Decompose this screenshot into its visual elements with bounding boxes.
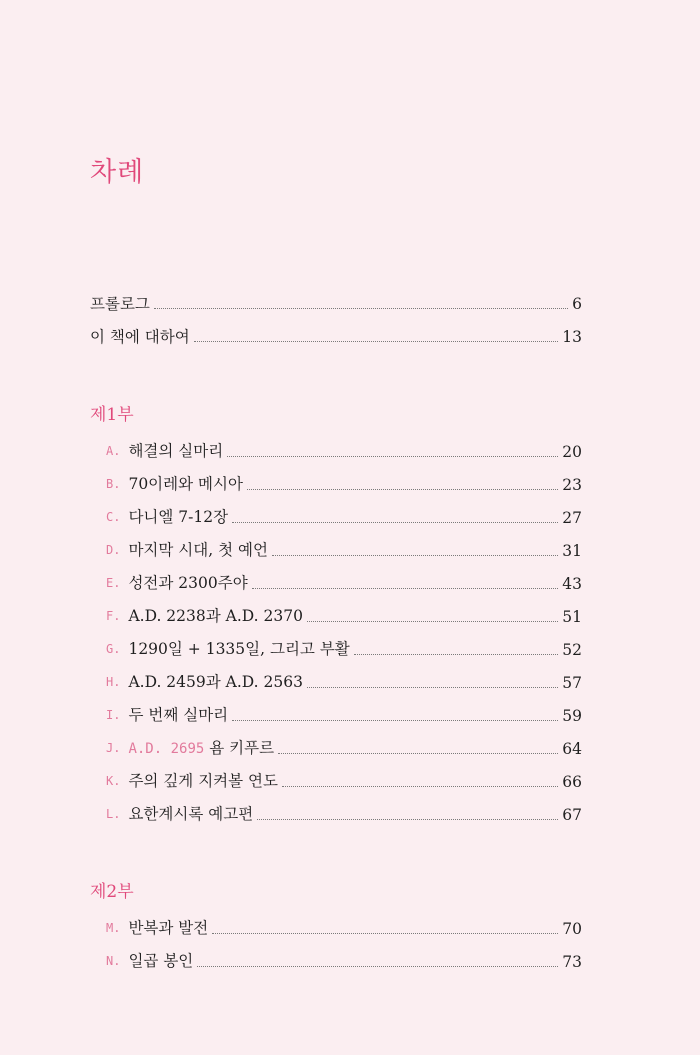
entry-label-group: [106, 918, 208, 939]
dot-leader: [354, 654, 558, 655]
entry-page: 23: [562, 476, 582, 494]
toc-entry-about[interactable]: [90, 325, 582, 347]
entry-page: 52: [562, 641, 582, 659]
dot-leader: [154, 308, 568, 309]
entry-letter: C.: [106, 510, 121, 524]
dot-leader: [307, 687, 558, 688]
entry-label-group: [106, 705, 228, 726]
entry-page: 66: [562, 773, 582, 791]
entry-page: 57: [562, 674, 582, 692]
dot-leader: [232, 720, 558, 721]
entry-label: 마지막 시대, 첫 예언: [128, 541, 268, 559]
toc-entry-l[interactable]: [106, 803, 582, 825]
entry-letter: D.: [106, 543, 121, 557]
toc-entry-a[interactable]: [106, 440, 582, 462]
dot-leader: [194, 341, 559, 342]
entry-page: 27: [562, 509, 582, 527]
dot-leader: [232, 522, 558, 523]
entry-page: 20: [562, 443, 582, 461]
entry-page: 43: [562, 575, 582, 593]
entry-label: 70이레와 메시아: [128, 475, 243, 493]
entry-label: 욤 키푸르: [209, 739, 275, 757]
entry-label: 성전과 2300주야: [128, 574, 248, 592]
dot-leader: [257, 819, 558, 820]
entry-label: 두 번째 실마리: [128, 706, 229, 724]
entry-label-group: [106, 639, 350, 660]
entry-label: 프롤로그: [90, 295, 150, 313]
entry-letter: H.: [106, 675, 121, 689]
toc-entry-j[interactable]: [106, 737, 582, 759]
entry-label-group: [106, 738, 274, 759]
toc-entry-n[interactable]: [106, 950, 582, 972]
toc-entry-i[interactable]: [106, 704, 582, 726]
entry-label-group: [106, 771, 278, 792]
toc-title: 차례: [90, 157, 145, 188]
entry-label-group: [106, 606, 303, 627]
entry-label-group: [106, 804, 253, 825]
entry-label: 1290일 + 1335일, 그리고 부활: [128, 640, 350, 658]
entry-letter: A.: [106, 444, 121, 458]
toc-entry-h[interactable]: [106, 671, 582, 693]
entry-label-group: [106, 474, 243, 495]
entry-label-group: [106, 540, 268, 561]
entry-letter: L.: [106, 807, 121, 821]
entry-label-group: [106, 507, 228, 528]
toc-entry-f[interactable]: [106, 605, 582, 627]
part-1-heading: 제1부: [90, 405, 134, 425]
entry-label-group: [106, 441, 223, 462]
entry-letter: N.: [106, 954, 121, 968]
entry-letter: J.: [106, 741, 121, 755]
toc-entry-b[interactable]: [106, 473, 582, 495]
dot-leader: [227, 456, 558, 457]
entry-page: 59: [562, 707, 582, 725]
entry-label: 요한계시록 예고편: [128, 805, 254, 823]
dot-leader: [272, 555, 558, 556]
entry-label-group: [106, 951, 193, 972]
dot-leader: [197, 966, 558, 967]
entry-page: 31: [562, 542, 582, 560]
entry-label: 다니엘 7-12장: [128, 508, 229, 526]
entry-page: 73: [562, 953, 582, 971]
toc-entry-g[interactable]: [106, 638, 582, 660]
entry-label: 반복과 발전: [128, 919, 209, 937]
toc-entry-prologue[interactable]: [90, 292, 582, 314]
entry-letter: E.: [106, 576, 121, 590]
entry-label: 일곱 봉인: [128, 952, 194, 970]
entry-page: 67: [562, 806, 582, 824]
entry-label: 해결의 실마리: [128, 442, 224, 460]
dot-leader: [282, 786, 558, 787]
entry-label-year: A.D. 2695: [128, 741, 205, 757]
entry-label: A.D. 2459과 A.D. 2563: [128, 673, 303, 691]
entry-letter: K.: [106, 774, 121, 788]
dot-leader: [212, 933, 558, 934]
entry-page: 70: [562, 920, 582, 938]
dot-leader: [278, 753, 558, 754]
dot-leader: [307, 621, 558, 622]
part-2-heading: 제2부: [90, 882, 134, 902]
entry-page: 13: [562, 328, 582, 346]
toc-entry-c[interactable]: [106, 506, 582, 528]
entry-letter: I.: [106, 708, 121, 722]
entry-letter: M.: [106, 921, 121, 935]
toc-entry-m[interactable]: [106, 917, 582, 939]
toc-entry-d[interactable]: [106, 539, 582, 561]
entry-letter: G.: [106, 642, 121, 656]
entry-label: 이 책에 대하여: [90, 328, 190, 346]
dot-leader: [247, 489, 558, 490]
entry-letter: B.: [106, 477, 121, 491]
entry-letter: F.: [106, 609, 121, 623]
entry-label-group: [106, 573, 248, 594]
entry-page: 64: [562, 740, 582, 758]
dot-leader: [252, 588, 559, 589]
entry-label-group: [106, 672, 303, 693]
toc-entry-e[interactable]: [106, 572, 582, 594]
entry-page: 6: [572, 295, 582, 313]
entry-label: A.D. 2238과 A.D. 2370: [128, 607, 303, 625]
entry-label: 주의 깊게 지켜볼 연도: [128, 772, 278, 790]
toc-entry-k[interactable]: [106, 770, 582, 792]
entry-page: 51: [562, 608, 582, 626]
